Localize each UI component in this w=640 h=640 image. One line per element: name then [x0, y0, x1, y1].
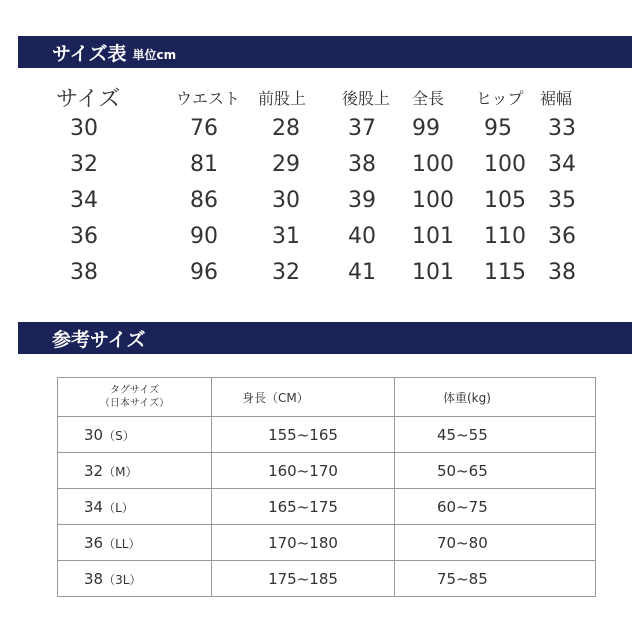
header-tag-size-line2: （日本サイズ）	[99, 398, 170, 409]
tag-size-number: 30	[84, 425, 104, 444]
height-cell: 175~185	[212, 561, 395, 597]
size-cell: 38	[70, 260, 98, 285]
weight-cell: 70~80	[395, 525, 596, 561]
tag-size-number: 38	[84, 569, 104, 588]
weight-cell: 50~65	[395, 453, 596, 489]
total-length-cell: 101	[412, 260, 454, 285]
header-tag-size	[58, 378, 212, 417]
waist-cell: 86	[190, 188, 218, 213]
reference-row	[58, 417, 596, 453]
tag-size-cell	[58, 417, 212, 453]
size-cell: 32	[70, 152, 98, 177]
header-total-length: 全長	[412, 89, 445, 108]
front-rise-cell: 31	[272, 224, 300, 249]
height-cell: 155~165	[212, 417, 395, 453]
waist-cell: 76	[190, 116, 218, 141]
back-rise-cell: 37	[348, 116, 376, 141]
size-cell: 34	[70, 188, 98, 213]
tag-size-number: 34	[84, 497, 104, 516]
reference-size-banner	[18, 322, 632, 354]
hip-cell: 105	[484, 188, 526, 213]
weight-cell: 75~85	[395, 561, 596, 597]
hip-cell: 110	[484, 224, 526, 249]
back-rise-cell: 39	[348, 188, 376, 213]
header-hem-width: 裾幅	[540, 89, 573, 108]
hem-width-cell: 34	[548, 152, 576, 177]
header-hip: ヒップ	[476, 89, 524, 108]
tag-size-code: （S）	[103, 428, 135, 443]
back-rise-cell: 38	[348, 152, 376, 177]
hem-width-cell: 35	[548, 188, 576, 213]
hip-cell: 95	[484, 116, 512, 141]
waist-cell: 96	[190, 260, 218, 285]
reference-row	[58, 561, 596, 597]
tag-size-cell	[58, 525, 212, 561]
tag-size-cell	[58, 489, 212, 525]
reference-row	[58, 453, 596, 489]
size-chart-row	[0, 116, 640, 148]
weight-cell: 45~55	[395, 417, 596, 453]
front-rise-cell: 29	[272, 152, 300, 177]
size-chart-title: サイズ表	[52, 42, 127, 65]
back-rise-cell: 40	[348, 224, 376, 249]
hem-width-cell: 38	[548, 260, 576, 285]
reference-header-row	[58, 378, 596, 417]
header-height: 身長（CM）	[212, 378, 395, 417]
front-rise-cell: 28	[272, 116, 300, 141]
size-cell: 36	[70, 224, 98, 249]
size-chart-row	[0, 260, 640, 292]
front-rise-cell: 32	[272, 260, 300, 285]
header-waist: ウエスト	[176, 89, 241, 108]
waist-cell: 81	[190, 152, 218, 177]
size-chart-row	[0, 224, 640, 256]
size-chart-header-row	[0, 78, 640, 110]
weight-cell: 60~75	[395, 489, 596, 525]
size-cell: 30	[70, 116, 98, 141]
tag-size-code: （LL）	[103, 536, 141, 551]
tag-size-code: （M）	[103, 464, 138, 479]
total-length-cell: 100	[412, 188, 454, 213]
hem-width-cell: 33	[548, 116, 576, 141]
size-chart-row	[0, 152, 640, 184]
reference-size-table	[57, 377, 596, 597]
reference-size-title: 参考サイズ	[52, 328, 146, 351]
total-length-cell: 101	[412, 224, 454, 249]
total-length-cell: 99	[412, 116, 440, 141]
height-cell: 170~180	[212, 525, 395, 561]
waist-cell: 90	[190, 224, 218, 249]
front-rise-cell: 30	[272, 188, 300, 213]
back-rise-cell: 41	[348, 260, 376, 285]
tag-size-code: （3L）	[103, 572, 142, 587]
header-weight: 体重(kg)	[395, 378, 596, 417]
hem-width-cell: 36	[548, 224, 576, 249]
tag-size-cell	[58, 561, 212, 597]
size-chart-row	[0, 188, 640, 220]
size-chart-banner	[18, 36, 632, 68]
height-cell: 165~175	[212, 489, 395, 525]
header-tag-size-line1: タグサイズ	[109, 385, 160, 396]
tag-size-code: （L）	[103, 500, 134, 515]
hip-cell: 100	[484, 152, 526, 177]
hip-cell: 115	[484, 260, 526, 285]
header-size: サイズ	[56, 87, 121, 112]
tag-size-number: 32	[84, 461, 104, 480]
total-length-cell: 100	[412, 152, 454, 177]
reference-row	[58, 525, 596, 561]
header-front-rise: 前股上	[258, 89, 307, 108]
reference-row	[58, 489, 596, 525]
tag-size-number: 36	[84, 533, 104, 552]
height-cell: 160~170	[212, 453, 395, 489]
size-chart-unit: 単位cm	[132, 47, 177, 62]
tag-size-cell	[58, 453, 212, 489]
header-back-rise: 後股上	[342, 89, 391, 108]
